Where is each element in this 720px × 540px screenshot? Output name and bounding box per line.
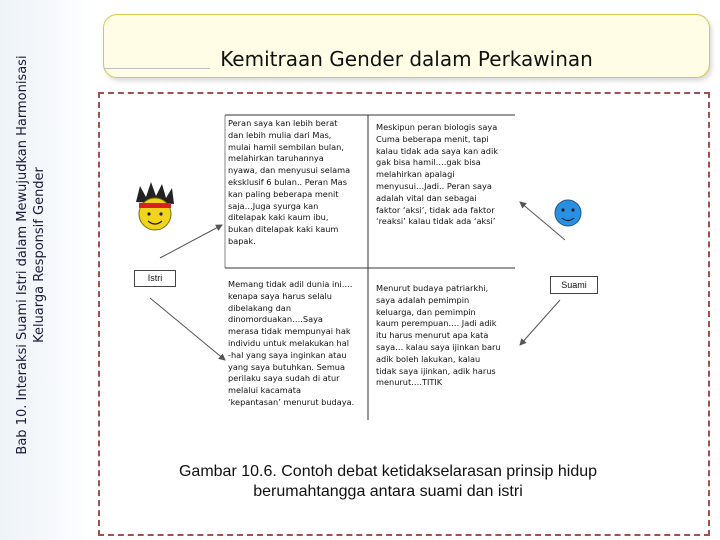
- istri-statement-2: Memang tidak adil dunia ini…. kenapa saya harus selalu dibelakang dan dinomorduakan….Saya merasa tidak mempunyai hak individu untuk melakukan hal -hal yang saya inginkan atau yang saya butuhkan. Semua perilaku saya sudah di atur melalui kacamata ‘kepantasan’ menurut budaya.: [228, 279, 355, 407]
- suami-tag: Suami: [550, 276, 598, 294]
- istri-face-icon: [139, 198, 171, 230]
- istri-headband-icon: [139, 203, 171, 208]
- chapter-label-line2: Keluarga Responsif Gender: [32, 167, 47, 343]
- suami-face-icon: [555, 200, 581, 226]
- suami-statement-1: Meskipun peran biologis saya Cuma beberapa menit, tapi kalau tidak ada saya kan adik gak bisa hamil….gak bisa melahirkan apalagi menyusui…Jadi.. Peran saya adalah vital dan sebagai faktor ‘aksi’, tidak ada faktor ‘reaksi’ kalau tidak ada ‘aksi’: [376, 122, 498, 227]
- arrow-suami-down: [520, 300, 560, 345]
- figure-caption: [108, 462, 668, 502]
- arrow-istri-up: [160, 225, 222, 258]
- istri-figure: [136, 182, 174, 230]
- suami-figure: [555, 200, 581, 226]
- arrow-istri-down: [150, 298, 225, 360]
- suami-statement-2: Menurut budaya patriarkhi, saya adalah pemimpin keluarga, dan pemimpin kaum perempuan…. Jadi adik itu harus menurut apa kata saya… kalau saya ijinkan baru adik boleh lakukan, kalau tidak saya ijinkan, adik harus menurut….TITIK: [376, 283, 501, 388]
- istri-statement-1: Peran saya kan lebih berat dan lebih mulia dari Mas, mulai hamil sembilan bulan, melahirkan taruhannya nyawa, dan menyusui selama eksklusif 6 bulan.. Peran Mas kan paling beberapa menit saja…Juga syurga kan ditelapak kaki kaum ibu, bukan ditelapak kaki kaum bapak.: [228, 118, 351, 246]
- istri-tag: Istri: [134, 270, 176, 287]
- caption-line1: Gambar 10.6. Contoh debat ketidakselarasan prinsip hidup: [178, 463, 598, 480]
- caption-line2: berumahtangga antara suami dan istri: [253, 483, 523, 500]
- slide-title: Kemitraan Gender dalam Perkawinan: [220, 47, 593, 71]
- chapter-label-line1: Bab 10. Interaksi Suami Istri dalam Mewujudkan Harmonisasi: [15, 55, 30, 455]
